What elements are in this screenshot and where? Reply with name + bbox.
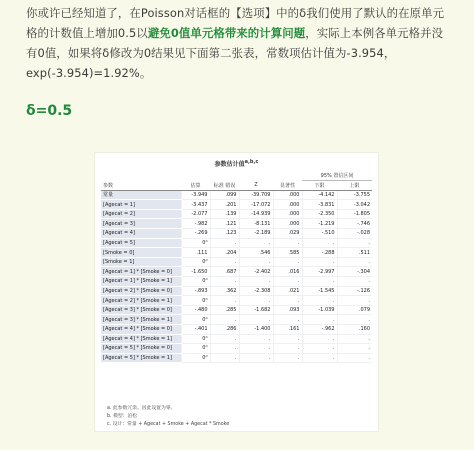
row-value: .: [302, 238, 337, 248]
upper-header: 上限: [337, 181, 372, 191]
row-label: [Agecat = 2] * [Smoke = 0]: [101, 286, 181, 296]
table-row: [101, 315, 372, 325]
row-value: -.288: [302, 248, 337, 258]
row-value: .: [239, 353, 273, 363]
row-value: -1.219: [302, 219, 337, 229]
article-body: [0, 0, 474, 119]
row-value: 0ᵈ: [181, 344, 210, 354]
table-row: [101, 325, 372, 335]
row-value: .: [210, 238, 239, 248]
row-value: 0ᵈ: [181, 257, 210, 267]
row-value: .: [337, 238, 372, 248]
table-header-row-1: [101, 171, 372, 181]
row-value: -3.755: [337, 190, 372, 200]
row-value: .: [239, 257, 273, 267]
figure-title: [95, 159, 378, 168]
table-row: [101, 200, 372, 210]
row-value: -.401: [181, 325, 210, 335]
row-value: .139: [210, 209, 239, 219]
table-row: [101, 277, 372, 287]
row-value: .511: [337, 248, 372, 258]
note-a: a. 此参数冗余。因此设置为零。: [107, 406, 176, 411]
row-value: -3.437: [181, 200, 210, 210]
row-value: -.510: [302, 229, 337, 239]
row-value: .: [337, 296, 372, 306]
row-label: [Agecat = 4] * [Smoke = 0]: [101, 325, 181, 335]
paragraph-part-3: ，实际上本例各单元格并没有0值，如果将δ修改为0结果见下面第二张表，常数项估计值为-3.954，exp(-3.954)=1.92%。: [26, 26, 444, 80]
row-value: .093: [273, 305, 302, 315]
table-row: [101, 257, 372, 267]
row-value: .: [337, 353, 372, 363]
row-value: -.304: [337, 267, 372, 277]
row-value: .: [273, 315, 302, 325]
row-value: -2.997: [302, 267, 337, 277]
row-value: .000: [273, 219, 302, 229]
row-value: -1.039: [302, 305, 337, 315]
highlight-text: 避免0值单元格带来的计算问题: [147, 26, 306, 40]
row-value: .: [302, 257, 337, 267]
row-value: .362: [210, 286, 239, 296]
table-body: [101, 190, 372, 363]
row-value: .: [239, 344, 273, 354]
row-value: .: [337, 277, 372, 287]
row-value: .: [302, 315, 337, 325]
row-value: -4.142: [302, 190, 337, 200]
row-value: -14.939: [239, 209, 273, 219]
row-value: .: [273, 238, 302, 248]
parameter-estimates-figure: [95, 153, 378, 431]
row-value: -.982: [181, 219, 210, 229]
row-value: -1.545: [302, 286, 337, 296]
intro-paragraph: [26, 3, 450, 83]
row-label: [Smoke = 1]: [101, 257, 181, 267]
table-row: [101, 238, 372, 248]
row-value: .585: [273, 248, 302, 258]
row-value: .: [210, 353, 239, 363]
row-value: 0ᵈ: [181, 238, 210, 248]
table-notes: [107, 405, 229, 429]
note-c: c. 设计：常量 + Agecat + Smoke + Agecat * Smoke: [107, 422, 230, 427]
row-label: [Agecat = 1] * [Smoke = 0]: [101, 267, 181, 277]
row-label: [Agecat = 5]: [101, 238, 181, 248]
row-value: .: [239, 315, 273, 325]
row-value: .079: [337, 305, 372, 315]
parameter-estimates-table: [101, 171, 372, 363]
row-value: -3.831: [302, 200, 337, 210]
row-value: -.962: [302, 325, 337, 335]
row-value: .021: [273, 286, 302, 296]
row-value: .: [302, 353, 337, 363]
row-label: [Agecat = 1]: [101, 200, 181, 210]
row-value: -17.072: [239, 200, 273, 210]
row-label: [Agecat = 1] * [Smoke = 1]: [101, 277, 181, 287]
row-value: .: [210, 315, 239, 325]
row-value: .111: [181, 248, 210, 258]
row-value: .: [239, 334, 273, 344]
row-value: .201: [210, 200, 239, 210]
row-value: -.893: [181, 286, 210, 296]
row-value: .160: [337, 325, 372, 335]
table-row: [101, 334, 372, 344]
table-row: [101, 229, 372, 239]
row-value: .: [273, 344, 302, 354]
row-value: -1.805: [337, 209, 372, 219]
table-row: [101, 296, 372, 306]
row-value: -1.682: [239, 305, 273, 315]
row-value: -1.400: [239, 325, 273, 335]
row-value: .000: [273, 190, 302, 200]
table-row: [101, 219, 372, 229]
row-label: 常量: [101, 190, 181, 200]
row-value: .285: [210, 305, 239, 315]
row-value: .: [273, 257, 302, 267]
row-value: .000: [273, 209, 302, 219]
row-value: .: [273, 353, 302, 363]
row-value: .099: [210, 190, 239, 200]
row-value: -8.131: [239, 219, 273, 229]
row-value: .161: [273, 325, 302, 335]
row-value: -.126: [337, 286, 372, 296]
row-value: -.269: [181, 229, 210, 239]
row-label: [Agecat = 3] * [Smoke = 0]: [101, 305, 181, 315]
row-value: -1.650: [181, 267, 210, 277]
table-header-row-2: [101, 181, 372, 191]
row-label: [Agecat = 5] * [Smoke = 1]: [101, 353, 181, 363]
row-value: .: [210, 334, 239, 344]
row-value: .: [302, 334, 337, 344]
se-header: 标准 错误: [210, 181, 239, 191]
row-value: 0ᵈ: [181, 334, 210, 344]
paragraph-part-1: 你或许已经知道了，在Poisson对话框的【选项】中的δ我们使用了默认的在原单元格的计数值上增加0.5以: [26, 6, 445, 40]
row-label: [Agecat = 5] * [Smoke = 0]: [101, 344, 181, 354]
row-value: .687: [210, 267, 239, 277]
lower-header: 下限: [302, 181, 337, 191]
table-row: [101, 248, 372, 258]
row-value: .: [210, 344, 239, 354]
row-value: .: [210, 257, 239, 267]
row-value: .: [337, 334, 372, 344]
row-value: .: [302, 344, 337, 354]
table-row: [101, 267, 372, 277]
row-value: .123: [210, 229, 239, 239]
row-value: .: [239, 296, 273, 306]
ci-group-header: 95% 置信区间: [302, 171, 372, 181]
row-value: -3.949: [181, 190, 210, 200]
row-value: .: [273, 334, 302, 344]
figure-title-sup: a,b,c: [244, 159, 259, 165]
section-heading: δ=0.5: [26, 103, 73, 119]
row-value: -2.308: [239, 286, 273, 296]
row-value: .: [302, 277, 337, 287]
row-value: -.028: [337, 229, 372, 239]
row-value: .016: [273, 267, 302, 277]
row-label: [Agecat = 4] * [Smoke = 1]: [101, 334, 181, 344]
row-value: .286: [210, 325, 239, 335]
row-value: 0ᵈ: [181, 277, 210, 287]
row-value: 0ᵈ: [181, 296, 210, 306]
row-value: .: [239, 277, 273, 287]
table-row: [101, 190, 372, 200]
row-value: .: [273, 277, 302, 287]
row-label: [Agecat = 3] * [Smoke = 1]: [101, 315, 181, 325]
row-value: 0ᵈ: [181, 315, 210, 325]
sig-header: 显著性: [273, 181, 302, 191]
table-row: [101, 344, 372, 354]
table-row: [101, 305, 372, 315]
note-b: b. 模型：泊松: [107, 414, 138, 419]
row-value: .: [302, 296, 337, 306]
table-row: [101, 209, 372, 219]
row-value: .: [337, 315, 372, 325]
row-value: .: [273, 296, 302, 306]
row-value: .000: [273, 200, 302, 210]
row-label: [Agecat = 2] * [Smoke = 1]: [101, 296, 181, 306]
row-value: .: [210, 277, 239, 287]
row-value: -.480: [181, 305, 210, 315]
row-value: .204: [210, 248, 239, 258]
row-label: [Agecat = 2]: [101, 209, 181, 219]
row-label: [Agecat = 4]: [101, 229, 181, 239]
row-label: [Smoke = 0]: [101, 248, 181, 258]
estimate-header: 估算: [181, 181, 210, 191]
row-value: .121: [210, 219, 239, 229]
row-value: -3.042: [337, 200, 372, 210]
param-header: 参数: [101, 181, 181, 191]
row-label: [Agecat = 3]: [101, 219, 181, 229]
row-value: -2.350: [302, 209, 337, 219]
row-value: .: [210, 296, 239, 306]
row-value: -2.402: [239, 267, 273, 277]
row-value: -39.709: [239, 190, 273, 200]
figure-title-text: 参数估计值: [214, 161, 245, 168]
z-header: Z: [239, 181, 273, 191]
row-value: .: [337, 344, 372, 354]
table-row: [101, 286, 372, 296]
row-value: -2.189: [239, 229, 273, 239]
row-value: -2.077: [181, 209, 210, 219]
table-row: [101, 353, 372, 363]
row-value: .: [239, 238, 273, 248]
row-value: .546: [239, 248, 273, 258]
row-value: .: [337, 257, 372, 267]
row-value: -.746: [337, 219, 372, 229]
row-value: .029: [273, 229, 302, 239]
row-value: 0ᵈ: [181, 353, 210, 363]
